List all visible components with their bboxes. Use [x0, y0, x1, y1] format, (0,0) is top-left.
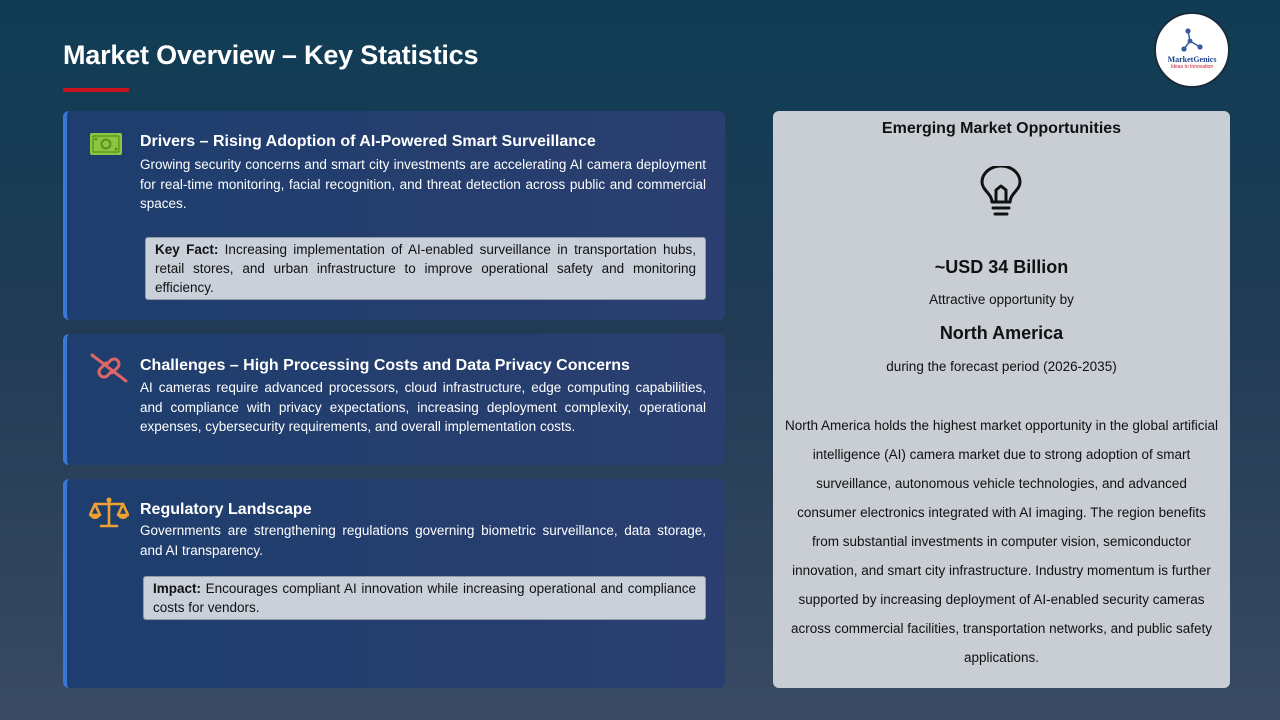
- opportunity-title: Emerging Market Opportunities: [881, 120, 1122, 137]
- company-logo: [1154, 12, 1230, 88]
- challenges-body: AI cameras require advanced processors, cloud infrastructure, edge computing capabilities, and compliance with privacy expectations, increasing deployment complexity, operational expenses, cybersecurity requirements, and overall implementation costs.: [140, 380, 706, 434]
- title-underline: [63, 88, 129, 92]
- opportunity-subtitle: Attractive opportunity by: [929, 292, 1074, 307]
- regulatory-heading: Regulatory Landscape: [140, 501, 312, 518]
- regulatory-card: [63, 479, 725, 688]
- regulatory-body: Governments are strengthening regulations governing biometric surveillance, data storage, and AI transparency.: [140, 523, 706, 558]
- drivers-heading: Drivers – Rising Adoption of AI-Powered Smart Surveillance: [140, 133, 596, 150]
- opportunity-value: ~USD 34 Billion: [934, 257, 1069, 277]
- opportunity-region: North America: [939, 323, 1064, 343]
- drivers-card: [63, 111, 725, 320]
- logo-tagline: Ideas to Innovation: [1170, 64, 1214, 70]
- key-fact-text: Increasing implementation of AI-enabled surveillance in transportation hubs, retail stores, and urban infrastructure to improve operational safety and monitoring efficiency.: [155, 242, 696, 295]
- opportunity-period: during the forecast period (2026-2035): [886, 359, 1117, 374]
- key-fact-label: Key Fact:: [155, 242, 219, 257]
- broken-link-icon: [89, 352, 129, 384]
- opportunity-description: North America holds the highest market opportunity in the global artificial intelligence (AI) camera market due to strong adoption of smart surveillance, autonomous vehicle technologies, and advanced consumer electronics integrated with AI imaging. The region benefits from substantial investments in computer vision, semiconductor innovation, and smart city infrastructure. Industry momentum is further supported by increasing deployment of AI-enabled security cameras across commercial facilities, transportation networks, and public safety applications.: [785, 418, 1218, 665]
- challenges-card: [63, 334, 725, 465]
- money-icon: [89, 131, 123, 157]
- scales-icon: [89, 497, 129, 529]
- impact-box: [143, 576, 706, 620]
- impact-text: Encourages compliant AI innovation while increasing operational and compliance costs for vendors.: [153, 581, 696, 615]
- impact-label: Impact:: [153, 581, 202, 596]
- page-title: Market Overview – Key Statistics: [63, 40, 479, 70]
- network-icon: [1178, 26, 1206, 54]
- challenges-heading: Challenges – High Processing Costs and Data Privacy Concerns: [140, 357, 630, 374]
- drivers-body: Growing security concerns and smart city investments are accelerating AI camera deployment for real-time monitoring, facial recognition, and threat detection across public and commercial spaces.: [140, 157, 706, 211]
- lightbulb-icon: [978, 166, 1024, 220]
- key-fact-box: [145, 237, 706, 300]
- opportunity-panel: [773, 111, 1230, 688]
- logo-name: MarketGenics: [1167, 55, 1217, 64]
